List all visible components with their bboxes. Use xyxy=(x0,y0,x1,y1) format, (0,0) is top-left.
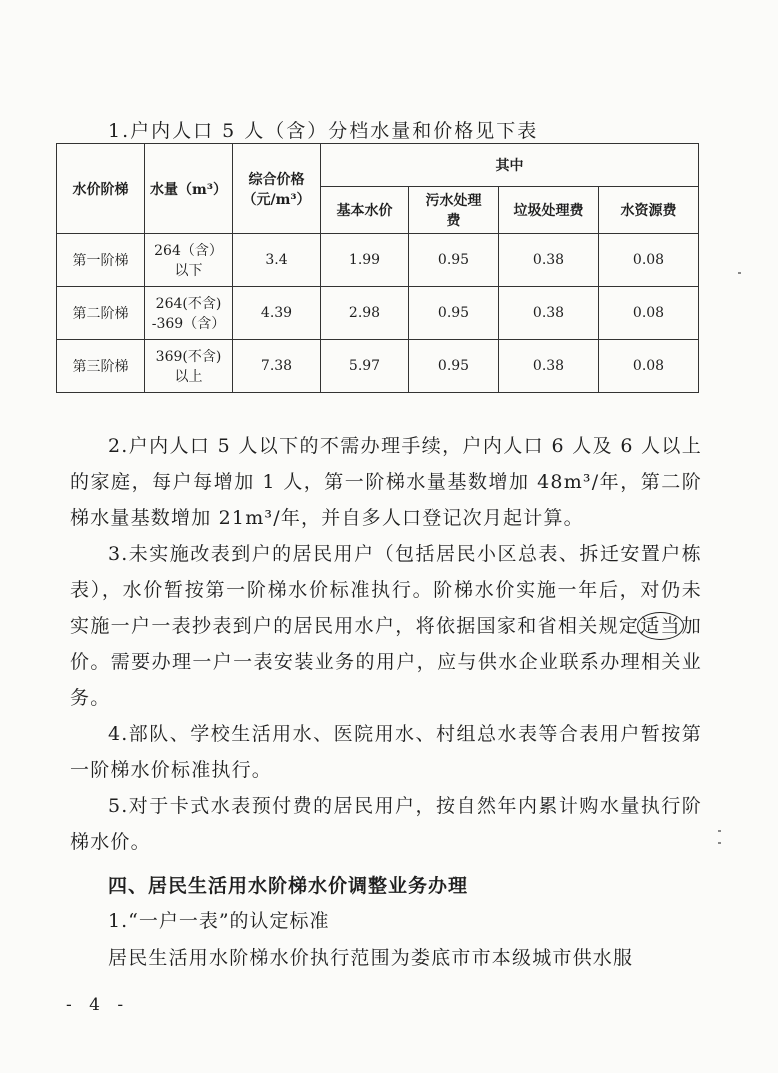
scan-speck xyxy=(718,842,721,844)
header-among: 其中 xyxy=(321,144,699,187)
paragraph-5: 5.对于卡式水表预付费的居民用户，按自然年内累计购水量执行阶梯水价。 xyxy=(70,795,702,853)
header-tier: 水价阶梯 xyxy=(57,144,145,234)
cell-resource: 0.08 xyxy=(599,287,699,340)
paragraph-6: 居民生活用水阶梯水价执行范围为娄底市市本级城市供水服 xyxy=(108,947,634,969)
cell-price: 7.38 xyxy=(233,340,321,393)
cell-volume: 264(不含) -369（含） xyxy=(145,287,233,340)
table-caption: 1.户内人口 5 人（含）分档水量和价格见下表 xyxy=(108,120,539,142)
cell-volume: 369(不含) 以上 xyxy=(145,340,233,393)
cell-price: 3.4 xyxy=(233,234,321,287)
header-sewage: 污水处理 费 xyxy=(409,187,499,234)
cell-garbage: 0.38 xyxy=(499,234,599,287)
cell-price: 4.39 xyxy=(233,287,321,340)
cell-basic: 1.99 xyxy=(321,234,409,287)
section-heading: 四、居民生活用水阶梯水价调整业务办理 xyxy=(108,875,469,897)
paragraph-4: 4.部队、学校生活用水、医院用水、村组总水表等合表用户暂按第一阶梯水价标准执行。 xyxy=(70,723,702,781)
cell-volume: 264（含） 以下 xyxy=(145,234,233,287)
cell-basic: 2.98 xyxy=(321,287,409,340)
cell-resource: 0.08 xyxy=(599,340,699,393)
cell-tier: 第一阶梯 xyxy=(57,234,145,287)
cell-sewage: 0.95 xyxy=(409,340,499,393)
header-volume: 水量（m³） xyxy=(145,144,233,234)
table-row xyxy=(57,340,699,393)
scan-speck xyxy=(718,830,721,832)
cell-tier: 第二阶梯 xyxy=(57,287,145,340)
cell-resource: 0.08 xyxy=(599,234,699,287)
cell-basic: 5.97 xyxy=(321,340,409,393)
table-row xyxy=(57,287,699,340)
table-row xyxy=(57,234,699,287)
header-garbage: 垃圾处理费 xyxy=(499,187,599,234)
cell-tier: 第三阶梯 xyxy=(57,340,145,393)
paragraph-2: 2.户内人口 5 人以下的不需办理手续，户内人口 6 人及 6 人以上的家庭，每户每增加 1 人，第一阶梯水量基数增加 48m³/年，第二阶梯水量基数增加 21m³/年，并自多人口登记次月起计算。 xyxy=(70,435,702,529)
handwritten-circle: 适当 xyxy=(637,612,683,640)
cell-garbage: 0.38 xyxy=(499,340,599,393)
subsection-title: 1.“一户一表”的认定标准 xyxy=(108,910,330,932)
paragraph-3: 3.未实施改表到户的居民用户（包括居民小区总表、拆迁安置户栋表），水价暂按第一阶梯水价标准执行。阶梯水价实施一年后，对仍未实施一户一表抄表到户的居民用水户，将依据国家和省相关规定适当加价。需要办理一户一表安装业务的用户，应与供水企业联系办理相关业务。 xyxy=(70,543,703,709)
cell-garbage: 0.38 xyxy=(499,287,599,340)
cell-sewage: 0.95 xyxy=(409,287,499,340)
water-price-table xyxy=(56,143,699,393)
page-number: - 4 - xyxy=(66,995,130,1015)
header-resource: 水资源费 xyxy=(599,187,699,234)
scan-speck xyxy=(738,272,741,274)
header-price: 综合价格 （元/m³） xyxy=(233,144,321,234)
header-basic: 基本水价 xyxy=(321,187,409,234)
cell-sewage: 0.95 xyxy=(409,234,499,287)
